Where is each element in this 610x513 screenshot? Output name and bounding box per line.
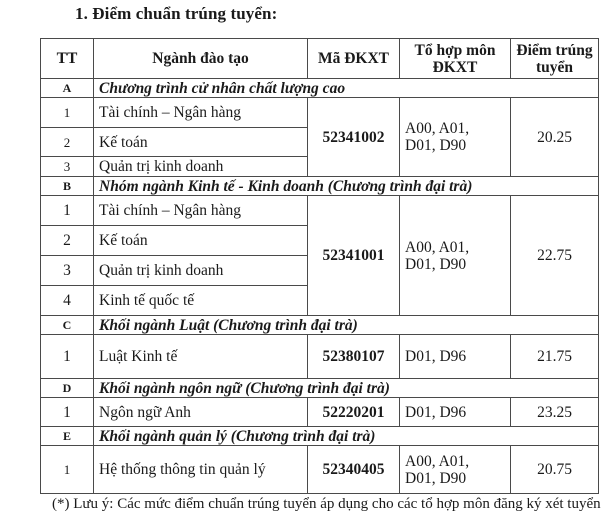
- major-name: Hệ thống thông tin quản lý: [94, 446, 308, 494]
- group-row-b: [41, 177, 599, 196]
- group-id: E: [41, 427, 94, 446]
- table-row: 1 Luật Kinh tế 52380107 D01, D96 21.75: [41, 335, 599, 379]
- header-code: Mã ĐKXT: [308, 39, 400, 79]
- cutoff-score: 20.25: [511, 98, 599, 177]
- section-heading: 1. Điểm chuẩn trúng tuyển:: [75, 4, 278, 23]
- subject-combination: D01, D96: [400, 335, 511, 379]
- group-row-e: [41, 427, 599, 446]
- table-row: 1 Tài chính – Ngân hàng 52341002 A00, A01, D01, D90 20.25: [41, 98, 599, 128]
- group-id: A: [41, 79, 94, 98]
- group-title: Khối ngành quản lý (Chương trình đại trà): [94, 427, 599, 446]
- subject-combination: A00, A01, D01, D90: [400, 196, 511, 316]
- registration-code: 52220201: [308, 398, 400, 427]
- table-header-row: [41, 39, 599, 79]
- major-name: Kế toán: [94, 128, 308, 157]
- header-tt: TT: [41, 39, 94, 79]
- group-title: Khối ngành Luật (Chương trình đại trà): [94, 316, 599, 335]
- registration-code: 52341001: [308, 196, 400, 316]
- table-row: 1 Hệ thống thông tin quản lý 52340405 A00, A01, D01, D90 20.75: [41, 446, 599, 494]
- subject-combination: A00, A01, D01, D90: [400, 98, 511, 177]
- major-name: Luật Kinh tế: [94, 335, 308, 379]
- group-id: B: [41, 177, 94, 196]
- table-row: 3 Quản trị kinh doanh: [41, 157, 599, 177]
- table-row: 1 Tài chính – Ngân hàng 52341001 A00, A01, D01, D90 22.75: [41, 196, 599, 226]
- cutoff-score: 23.25: [511, 398, 599, 427]
- header-combo: Tổ hợp môn ĐKXT: [400, 39, 511, 79]
- major-name: Tài chính – Ngân hàng: [94, 196, 308, 226]
- group-row-d: [41, 379, 599, 398]
- table-row: 1 Ngôn ngữ Anh 52220201 D01, D96 23.25: [41, 398, 599, 427]
- table-row: 3 Quản trị kinh doanh: [41, 256, 599, 286]
- registration-code: 52380107: [308, 335, 400, 379]
- major-name: Kinh tế quốc tế: [94, 286, 308, 316]
- subject-combination: D01, D96: [400, 398, 511, 427]
- group-row-a: [41, 79, 599, 98]
- header-score: Điểm trúng tuyển: [511, 39, 599, 79]
- admission-scores-table: [40, 38, 599, 494]
- group-id: C: [41, 316, 94, 335]
- major-name: Quản trị kinh doanh: [94, 256, 308, 286]
- cutoff-score: 21.75: [511, 335, 599, 379]
- group-title: Nhóm ngành Kinh tế - Kinh doanh (Chương trình đại trà): [94, 177, 599, 196]
- group-title: Chương trình cử nhân chất lượng cao: [94, 79, 599, 98]
- table-row: 2 Kế toán: [41, 226, 599, 256]
- group-title: Khối ngành ngôn ngữ (Chương trình đại trà): [94, 379, 599, 398]
- major-name: Quản trị kinh doanh: [94, 157, 308, 177]
- header-major: Ngành đào tạo: [94, 39, 308, 79]
- cutoff-score: 20.75: [511, 446, 599, 494]
- registration-code: 52340405: [308, 446, 400, 494]
- table-row: 2 Kế toán: [41, 128, 599, 157]
- subject-combination: A00, A01, D01, D90: [400, 446, 511, 494]
- registration-code: 52341002: [308, 98, 400, 177]
- major-name: Ngôn ngữ Anh: [94, 398, 308, 427]
- cutoff-score: 22.75: [511, 196, 599, 316]
- major-name: Kế toán: [94, 226, 308, 256]
- footnote: (*) Lưu ý: Các mức điểm chuẩn trúng tuyển áp dụng cho các tổ hợp môn đăng ký xét tuyển: [52, 496, 601, 512]
- table-row: 4 Kinh tế quốc tế: [41, 286, 599, 316]
- major-name: Tài chính – Ngân hàng: [94, 98, 308, 128]
- group-id: D: [41, 379, 94, 398]
- group-row-c: [41, 316, 599, 335]
